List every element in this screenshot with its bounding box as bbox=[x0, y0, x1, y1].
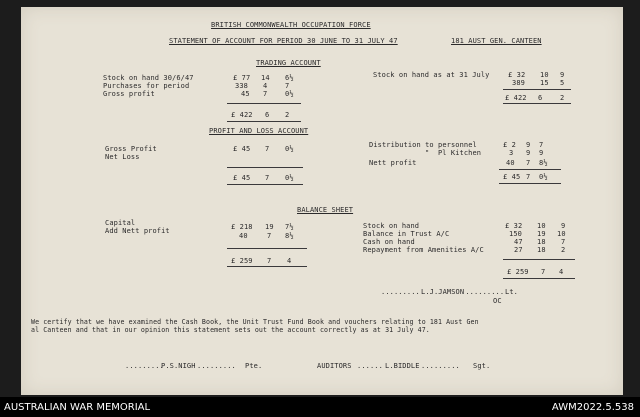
pl-right-label-1: Distribution to personnel bbox=[369, 141, 477, 149]
bs-left-rule bbox=[227, 248, 307, 249]
oc-signature-dots-2: .......... bbox=[461, 288, 505, 296]
trading-right-shillings-2: 15 bbox=[540, 79, 549, 87]
trading-right-shillings-1: 10 bbox=[540, 71, 549, 79]
pl-right-pence-2: 9 bbox=[539, 149, 544, 157]
bs-left-label-1: Capital bbox=[105, 219, 136, 227]
pl-right-pounds-3: 40 bbox=[506, 159, 515, 167]
pl-right-shillings-1: 9 bbox=[526, 141, 531, 149]
trading-left-label-3: Gross profit bbox=[103, 90, 155, 98]
archive-credit: AUSTRALIAN WAR MEMORIAL bbox=[4, 402, 151, 413]
pl-right-total-shillings: 7 bbox=[526, 173, 531, 181]
trading-right-pence-1: 9 bbox=[560, 71, 565, 79]
bs-left-shillings-1: 19 bbox=[265, 223, 274, 231]
document-heading: BRITISH COMMONWEALTH OCCUPATION FORCE bbox=[211, 21, 371, 29]
bs-right-rule bbox=[503, 259, 575, 260]
bs-left-pence-1: 7½ bbox=[285, 223, 294, 231]
certification-line-2: al Canteen and that in our opinion this statement sets out the account correctly as at 31 July 47. bbox=[31, 326, 430, 334]
trading-right-pence-2: 5 bbox=[560, 79, 565, 87]
archive-reference: AWM2022.5.538 bbox=[551, 402, 634, 413]
bs-left-pence-2: 8½ bbox=[285, 232, 294, 240]
pl-left-total-pence: 0½ bbox=[285, 174, 294, 182]
pl-right-pence-1: 7 bbox=[539, 141, 544, 149]
oc-signature-name: L.J.JAMSON bbox=[421, 288, 465, 296]
trading-right-total-pounds: £ 422 bbox=[505, 94, 527, 102]
pl-right-label-2: " Pl Kitchen bbox=[425, 149, 482, 157]
bs-right-label-4: Repayment from Amenities A/C bbox=[363, 246, 484, 254]
auditor-1-dots: ......... bbox=[125, 362, 164, 370]
pl-right-shillings-2: 9 bbox=[526, 149, 531, 157]
auditor-2-rank: Sgt. bbox=[473, 362, 491, 370]
bs-left-shillings-2: 7 bbox=[267, 232, 272, 240]
bs-left-double-rule bbox=[227, 266, 307, 267]
trading-right-total-pence: 2 bbox=[560, 94, 565, 102]
trading-left-pence-2: 7 bbox=[285, 82, 290, 90]
bs-right-pounds-1: £ 32 bbox=[505, 222, 523, 230]
trading-right-rule bbox=[503, 89, 571, 90]
trading-left-total-shillings: 6 bbox=[265, 111, 270, 119]
bs-right-label-2: Balance in Trust A/C bbox=[363, 230, 450, 238]
bs-right-pence-3: 7 bbox=[561, 238, 566, 246]
pl-left-total-shillings: 7 bbox=[265, 174, 270, 182]
bs-right-label-3: Cash on hand bbox=[363, 238, 415, 246]
bs-right-pounds-3: 47 bbox=[514, 238, 523, 246]
pl-right-rule bbox=[499, 169, 561, 170]
auditor-1-dots-2: ......... bbox=[197, 362, 236, 370]
auditors-label: AUDITORS bbox=[317, 362, 352, 370]
bs-right-shillings-3: 18 bbox=[537, 238, 546, 246]
auditor-2-dots: ...... bbox=[357, 362, 383, 370]
unit-name: 181 AUST GEN. CANTEEN bbox=[451, 37, 542, 45]
trading-left-pounds-1: £ 77 bbox=[233, 74, 251, 82]
trading-right-pounds-2: 389 bbox=[512, 79, 525, 87]
pl-right-shillings-3: 7 bbox=[526, 159, 531, 167]
oc-signature-dots: ......... bbox=[381, 288, 420, 296]
pl-left-label-1: Gross Profit bbox=[105, 145, 157, 153]
bs-right-label-1: Stock on hand bbox=[363, 222, 420, 230]
pl-right-pounds-2: 3 bbox=[509, 149, 514, 157]
auditor-1-name: P.S.NIGH bbox=[161, 362, 196, 370]
bs-left-total-pence: 4 bbox=[287, 257, 292, 265]
trading-left-pounds-2: 338 bbox=[235, 82, 248, 90]
certification-line-1: We certify that we have examined the Cash Book, the Unit Trust Fund Book and vouchers relating to 181 Aust Gen bbox=[31, 318, 479, 326]
trading-right-label-1: Stock on hand as at 31 July bbox=[373, 71, 490, 79]
bs-right-pence-1: 9 bbox=[561, 222, 566, 230]
bs-right-shillings-2: 19 bbox=[537, 230, 546, 238]
trading-right-double-rule bbox=[503, 103, 571, 104]
trading-left-total-pounds: £ 422 bbox=[231, 111, 253, 119]
auditor-2-name: L.BIDDLE bbox=[385, 362, 420, 370]
bs-right-shillings-4: 18 bbox=[537, 246, 546, 254]
pl-left-rule bbox=[227, 167, 303, 168]
trading-left-shillings-2: 4 bbox=[263, 82, 268, 90]
pl-right-pounds-1: £ 2 bbox=[503, 141, 516, 149]
trading-left-shillings-1: 14 bbox=[261, 74, 270, 82]
bs-right-total-pence: 4 bbox=[559, 268, 564, 276]
bs-right-shillings-1: 10 bbox=[537, 222, 546, 230]
trading-right-total-shillings: 6 bbox=[538, 94, 543, 102]
profit-loss-title: PROFIT AND LOSS ACCOUNT bbox=[209, 127, 309, 135]
bs-right-pence-4: 2 bbox=[561, 246, 566, 254]
pl-right-double-rule bbox=[499, 183, 561, 184]
bs-left-total-pounds: £ 259 bbox=[231, 257, 253, 265]
trading-left-pence-3: 0½ bbox=[285, 90, 294, 98]
pl-right-total-pence: 0½ bbox=[539, 173, 548, 181]
pl-right-label-3: Nett profit bbox=[369, 159, 417, 167]
bs-right-pence-2: 10 bbox=[557, 230, 566, 238]
trading-left-pence-1: 6½ bbox=[285, 74, 294, 82]
pl-left-total-pounds: £ 45 bbox=[233, 174, 251, 182]
trading-left-shillings-3: 7 bbox=[263, 90, 268, 98]
pl-left-double-rule bbox=[227, 184, 303, 185]
bs-left-total-shillings: 7 bbox=[267, 257, 272, 265]
trading-left-label-1: Stock on hand 30/6/47 bbox=[103, 74, 194, 82]
trading-left-pounds-3: 45 bbox=[241, 90, 250, 98]
document-page bbox=[21, 7, 623, 395]
bs-left-pounds-2: 40 bbox=[239, 232, 248, 240]
trading-left-double-rule bbox=[227, 121, 301, 122]
oc-signature-role: OC bbox=[493, 297, 502, 305]
pl-right-pence-3: 8½ bbox=[539, 159, 548, 167]
trading-left-total-pence: 2 bbox=[285, 111, 290, 119]
auditor-2-dots-2: ......... bbox=[421, 362, 460, 370]
trading-left-label-2: Purchases for period bbox=[103, 82, 190, 90]
pl-right-total-pounds: £ 45 bbox=[503, 173, 521, 181]
pl-left-pence-1: 0½ bbox=[285, 145, 294, 153]
statement-period: STATEMENT OF ACCOUNT FOR PERIOD 30 JUNE TO 31 JULY 47 bbox=[169, 37, 398, 45]
oc-signature-rank: Lt. bbox=[505, 288, 518, 296]
pl-left-label-2: Net Loss bbox=[105, 153, 140, 161]
trading-account-title: TRADING ACCOUNT bbox=[256, 59, 321, 67]
balance-sheet-title: BALANCE SHEET bbox=[297, 206, 354, 214]
pl-left-shillings-1: 7 bbox=[265, 145, 270, 153]
pl-left-pounds-1: £ 45 bbox=[233, 145, 251, 153]
bs-left-pounds-1: £ 218 bbox=[231, 223, 253, 231]
bs-right-total-pounds: £ 259 bbox=[507, 268, 529, 276]
bs-right-total-shillings: 7 bbox=[541, 268, 546, 276]
auditor-1-rank: Pte. bbox=[245, 362, 263, 370]
bs-left-label-2: Add Nett profit bbox=[105, 227, 170, 235]
trading-left-rule bbox=[227, 103, 301, 104]
bs-right-pounds-4: 27 bbox=[514, 246, 523, 254]
bs-right-double-rule bbox=[503, 278, 575, 279]
bs-right-pounds-2: 150 bbox=[509, 230, 522, 238]
trading-right-pounds-1: £ 32 bbox=[508, 71, 526, 79]
